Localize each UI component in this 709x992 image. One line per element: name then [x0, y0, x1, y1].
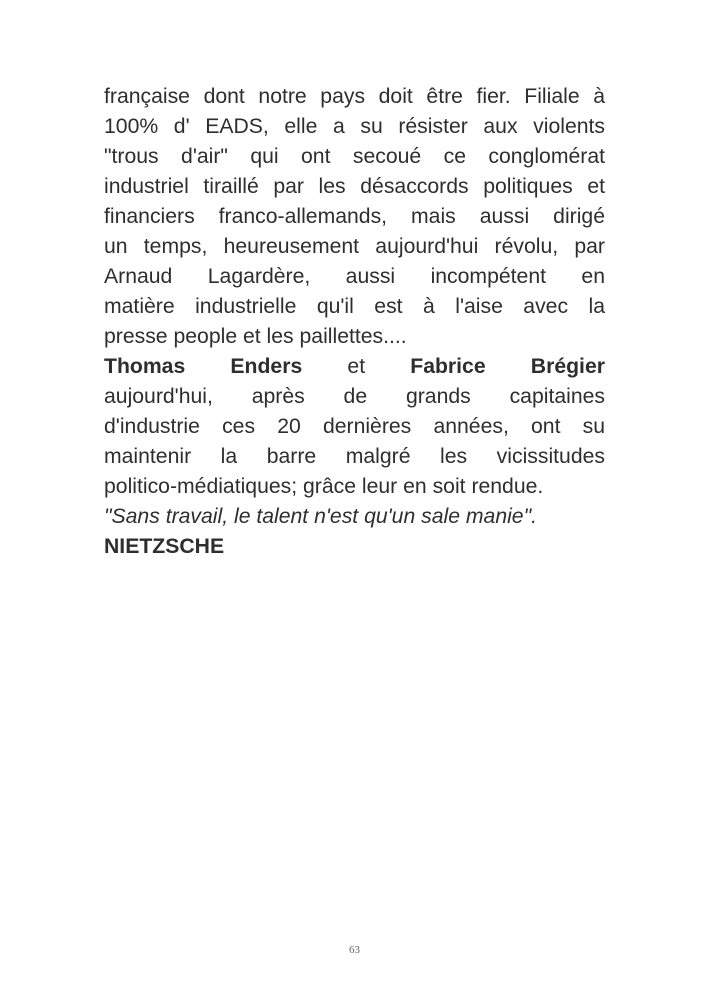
text-line: maintenir la barre malgré les vicissitudes	[104, 445, 605, 468]
text-line: politico-médiatiques; grâce leur en soit rendue.	[104, 475, 544, 498]
quote: "Sans travail, le talent n'est qu'un sale manie".	[104, 505, 537, 528]
text-line: d'industrie ces 20 dernières années, ont su	[104, 415, 605, 438]
text-line: un temps, heureusement aujourd'hui révolu, par	[104, 235, 605, 258]
person-name-thomas-enders: Thomas Enders	[104, 355, 303, 378]
names-line	[104, 352, 605, 382]
body-text	[104, 82, 605, 562]
text-line: presse people et les paillettes....	[104, 325, 407, 348]
page-number: 63	[349, 944, 360, 956]
person-name-fabrice-bregier: Fabrice Brégier	[410, 355, 605, 378]
text-line: française dont notre pays doit être fier. Filiale à	[104, 85, 605, 108]
text-line: industriel tiraillé par les désaccords politiques et	[104, 175, 605, 198]
text-line: 100% d' EADS, elle a su résister aux violents	[104, 115, 605, 138]
text-line: aujourd'hui, après de grands capitaines	[104, 385, 605, 408]
connector-word: et	[347, 355, 366, 378]
text-line: "trous d'air" qui ont secoué ce conglomérat	[104, 145, 605, 168]
text-line: financiers franco-allemands, mais aussi dirigé	[104, 205, 605, 228]
text-line: Arnaud Lagardère, aussi incompétent en	[104, 265, 605, 288]
quote-author: NIETZSCHE	[104, 535, 225, 558]
text-line: matière industrielle qu'il est à l'aise avec la	[104, 295, 605, 318]
